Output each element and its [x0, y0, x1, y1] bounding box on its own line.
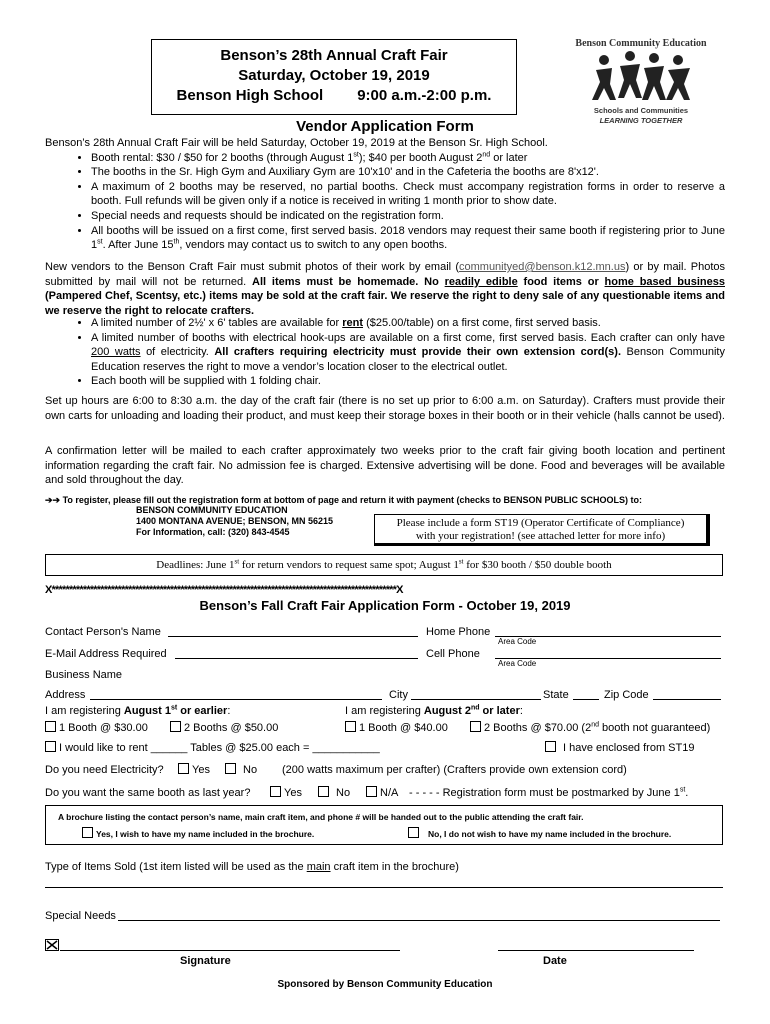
email-link[interactable]: communityed@benson.k12.mn.us — [459, 261, 626, 273]
brochure-yes[interactable]: Yes, I wish to have my name included in the brochure. — [82, 827, 314, 839]
special-needs-input[interactable] — [118, 920, 720, 921]
new-vendors-paragraph: New vendors to the Benson Craft Fair must submit photos of their work by email (communityed@benson.k12.mn.us) or by mail. Photos submitted by mail will not be returned. All items must be homemade. No readily edible food items or home based business (Pampered Chef, Scentsy, etc.) items may be sold at the craft fair. We reserve the right to deny sale of any questionable items and we reserve the right to relocate crafters. — [45, 261, 725, 317]
sponsor-footer: Sponsored by Benson Community Education — [277, 979, 493, 990]
header-location: Benson High School 9:00 a.m.-2:00 p.m. — [176, 87, 492, 104]
confirmation-paragraph: A confirmation letter will be mailed to each crafter approximately two weeks prior to the craft fair giving booth location and pertinent information regarding the craft fair. No admission fee is charged. Extensive advertising will be done. Food and beverages will be available and sold throughout the day. — [45, 445, 725, 487]
contact-input[interactable] — [168, 636, 418, 637]
brochure-text: A brochure listing the contact person’s name, main craft item, and phone # will be handed out to the public attending the craft fair. — [58, 812, 584, 822]
intro-section — [45, 136, 725, 253]
type-items-input[interactable] — [45, 887, 723, 888]
city-label: City — [389, 689, 408, 701]
email-input[interactable] — [175, 658, 418, 659]
brochure-box — [45, 805, 723, 845]
checkbox[interactable] — [470, 721, 481, 732]
same-booth-na[interactable]: N/A — [366, 786, 398, 801]
date-label: Date — [543, 955, 567, 967]
brochure-no[interactable]: No, I do not wish to have my name included in the brochure. — [408, 827, 671, 839]
electricity-yes[interactable]: Yes — [178, 763, 210, 778]
header-date: Saturday, October 19, 2019 — [238, 67, 430, 84]
date-input[interactable] — [498, 950, 694, 951]
logo-org: Benson Community Education — [575, 38, 707, 49]
deadlines-box: Deadlines: June 1st for return vendors to request same spot; August 1st for $30 booth / $50 double booth — [45, 554, 723, 576]
list-item: • Special needs and requests should be indicated on the registration form. — [91, 209, 725, 224]
st19-note: Please include a form ST19 (Operator Certificate of Compliance) with your registration! (see attached letter for more info) — [374, 514, 710, 546]
rent-tables-field[interactable]: I would like to rent ______ Tables @ $25.00 each = ___________ — [45, 741, 380, 756]
electricity-no[interactable]: No — [225, 763, 257, 778]
checkbox[interactable] — [366, 786, 377, 797]
page-title: Vendor Application Form — [296, 118, 474, 135]
checkbox[interactable] — [345, 721, 356, 732]
electricity-note: (200 watts maximum per crafter) (Crafters provide own extension cord) — [282, 764, 627, 776]
state-label: State — [543, 689, 569, 701]
logo — [568, 38, 714, 128]
address-input[interactable] — [90, 699, 382, 700]
same-booth-no[interactable]: No — [318, 786, 350, 801]
signature-label: Signature — [180, 955, 231, 967]
signature-input[interactable] — [60, 950, 400, 951]
area-code-label: Area Code — [498, 659, 537, 668]
checkbox[interactable] — [45, 721, 56, 732]
checkbox[interactable] — [270, 786, 281, 797]
area-code-label: Area Code — [498, 637, 537, 646]
special-needs-label: Special Needs — [45, 910, 116, 922]
option-2-booths-70[interactable]: 2 Booths @ $70.00 (2nd booth not guaranteed) — [470, 721, 710, 736]
same-booth-yes[interactable]: Yes — [270, 786, 302, 801]
setup-paragraph: Set up hours are 6:00 to 8:30 a.m. the day of the craft fair (there is no set up prior to 6:00 a.m. on Saturday). Crafters must provide their own carts for unloading and loading their product, and must keep their storage boxes in their booth or in their vehicle (halls cannot be used). — [45, 395, 725, 422]
list-item: • Booth rental: $30 / $50 for 2 booths (through August 1st); $40 per booth August 2nd or later — [91, 151, 725, 166]
checkbox[interactable] — [408, 827, 419, 838]
cut-line: X***************************************************************************************************X — [45, 584, 403, 596]
electricity-question: Do you need Electricity? — [45, 764, 164, 776]
register-instructions: ➔➔ To register, please fill out the registration form at bottom of page and return it with payment (checks to BENSON PUBLIC SCHOOLS) to: — [45, 495, 642, 505]
checkbox[interactable] — [178, 763, 189, 774]
checkbox[interactable] — [318, 786, 329, 797]
tables-section — [45, 316, 725, 389]
people-icon — [590, 50, 694, 106]
logo-tagline-2: LEARNING TOGETHER — [599, 116, 683, 125]
list-item: • All booths will be issued on a first come, first served basis. 2018 vendors may request their same booth if registering prior to June 1st. After June 15th, vendors may contact us to switch to any open booths. — [91, 224, 725, 253]
late-registration-label: I am registering August 2nd or later: — [345, 704, 523, 717]
state-input[interactable] — [573, 699, 599, 700]
zip-input[interactable] — [653, 699, 721, 700]
option-2-booths-50[interactable]: 2 Booths @ $50.00 — [170, 721, 278, 736]
signature-x-icon — [45, 939, 59, 951]
home-phone-label: Home Phone — [426, 626, 491, 638]
cell-phone-label: Cell Phone — [426, 648, 480, 660]
checkbox[interactable] — [170, 721, 181, 732]
mailing-address: BENSON COMMUNITY EDUCATION 1400 MONTANA AVENUE; BENSON, MN 56215 For Information, call: (320) 843-4545 — [136, 505, 334, 537]
email-label: E-Mail Address Required — [45, 648, 167, 660]
zip-label: Zip Code — [604, 689, 649, 701]
same-booth-question: Do you want the same booth as last year? — [45, 787, 251, 799]
list-item: • A limited number of booths with electrical hook-ups are available on a first come, first served basis. Each crafter can only have 200 watts of electricity. All crafters requiring electricity must provide their own extension cord(s). Benson Community Education reserves the right to move a vendor’s location closer to the electrical outlet. — [91, 331, 725, 375]
header-title: Benson’s 28th Annual Craft Fair — [220, 47, 448, 64]
intro-text: Benson’s 28th Annual Craft Fair will be held Saturday, October 19, 2019 at the Benson Sr. High School. — [45, 137, 548, 149]
option-1-booth-30[interactable]: 1 Booth @ $30.00 — [45, 721, 148, 736]
postmark-note: - - - - - Registration form must be postmarked by June 1st. — [409, 786, 689, 799]
contact-label: Contact Person's Name — [45, 626, 161, 638]
list-item: • Each booth will be supplied with 1 folding chair. — [91, 374, 725, 389]
checkbox[interactable] — [545, 741, 556, 752]
checkbox[interactable] — [82, 827, 93, 838]
rules-list — [45, 151, 725, 253]
st19-checkbox[interactable]: I have enclosed from ST19 — [545, 741, 694, 756]
form-title: Benson’s Fall Craft Fair Application Form - October 19, 2019 — [199, 598, 571, 613]
business-label: Business Name — [45, 669, 123, 681]
list-item: • A limited number of 2½' x 6' tables are available for rent ($25.00/table) on a first come, first served basis. — [91, 316, 725, 331]
address-label: Address — [45, 689, 86, 701]
header-box — [151, 39, 517, 115]
arrows-icon: ➔➔ — [45, 495, 61, 505]
list-item: • The booths in the Sr. High Gym and Auxiliary Gym are 10'x10' and in the Cafeteria the booths are 8'x12'. — [91, 165, 725, 180]
logo-tagline: Schools and Communities — [593, 106, 689, 115]
checkbox[interactable] — [45, 741, 56, 752]
tables-list — [45, 316, 725, 389]
type-items-label: Type of Items Sold (1st item listed will be used as the main craft item in the brochure) — [45, 861, 459, 873]
city-input[interactable] — [411, 699, 541, 700]
checkbox[interactable] — [225, 763, 236, 774]
early-registration-label: I am registering August 1st or earlier: — [45, 704, 231, 717]
option-1-booth-40[interactable]: 1 Booth @ $40.00 — [345, 721, 448, 736]
list-item: • A maximum of 2 booths may be reserved, no partial booths. Check must accompany registration forms in order to reserve a booth. Full refunds will be given only if a notice is received in writing 1 month prior to show date. — [91, 180, 725, 209]
